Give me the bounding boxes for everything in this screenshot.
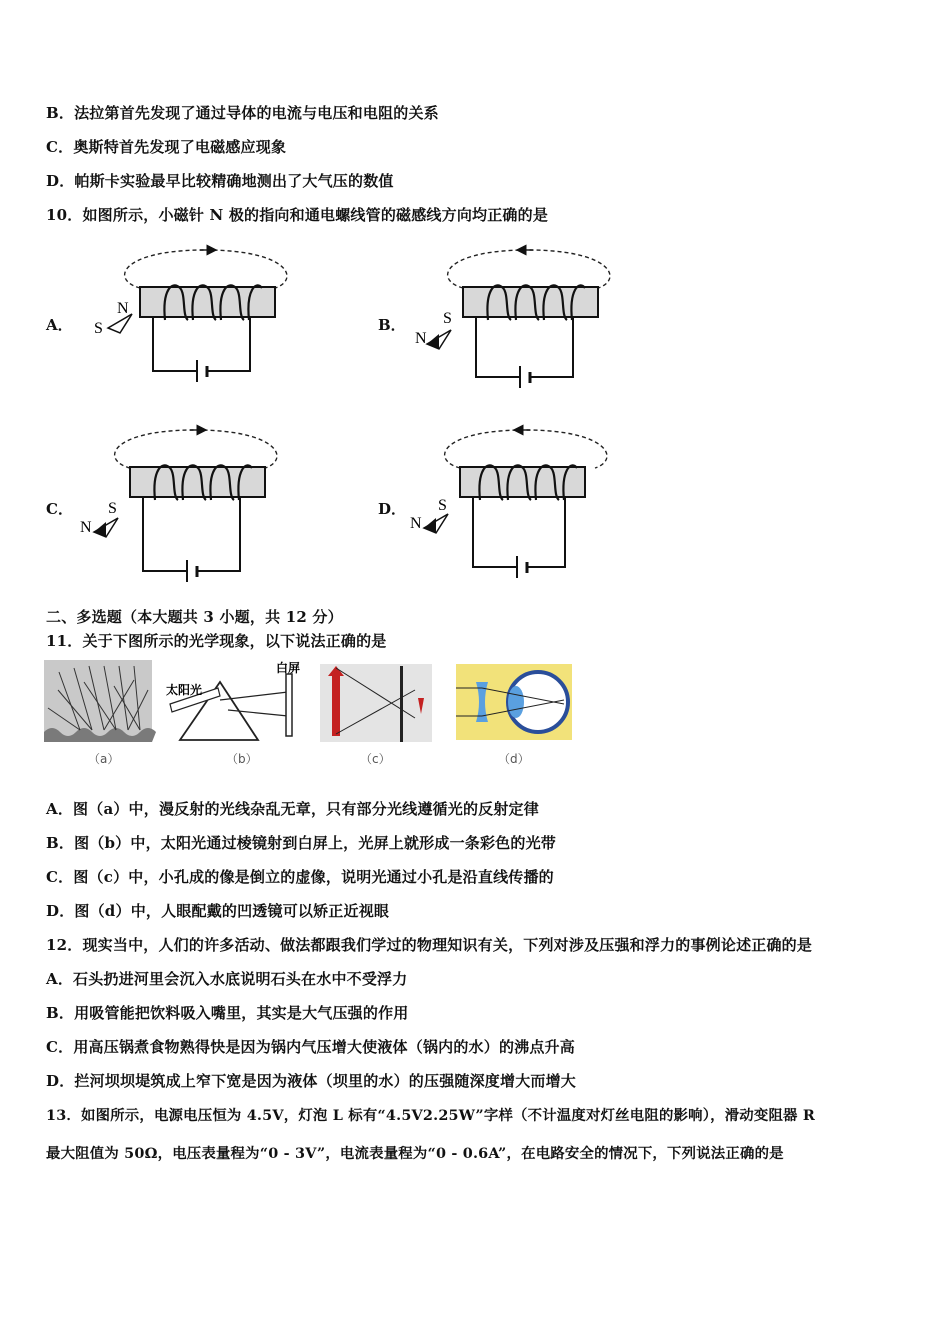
q10-stem: 10．如图所示，小磁针 N 极的指向和通电螺线管的磁感线方向均正确的是 — [46, 206, 549, 224]
section-heading: 二、多选题（本大题共 3 小题，共 12 分） — [46, 608, 343, 626]
q11-option-b: B．图（b）中，太阳光通过棱镜射到白屏上，光屏上就形成一条彩色的光带 — [46, 834, 556, 852]
q12-option-d: D．拦河坝坝堤筑成上窄下宽是因为液体（坝里的水）的压强随深度增大而增大 — [46, 1072, 577, 1090]
q11-figure-b — [166, 660, 300, 740]
q9-option-c: C．奥斯特首先发现了电磁感应现象 — [46, 138, 287, 156]
q10-option-b-figure — [415, 250, 610, 388]
q10-c-top-pole: S — [108, 500, 117, 517]
q10-option-b-label: B． — [378, 316, 406, 334]
q10-b-top-pole: S — [443, 310, 452, 327]
q11-caption-b: （b） — [226, 752, 258, 766]
q11-caption-a: （a） — [88, 752, 120, 766]
q10-option-d-figure — [410, 430, 607, 578]
q11-figures — [44, 660, 584, 750]
q11-screen-label: 白屏 — [276, 661, 301, 675]
q13-stem-line2: 最大阻值为 50Ω，电压表量程为“0 - 3V”，电流表量程为“0 - 0.6A”，在电路安全的情况下，下列说法正确的是 — [46, 1145, 784, 1162]
q11-caption-c: （c） — [360, 752, 391, 766]
q11-option-c: C．图（c）中，小孔成的像是倒立的虚像，说明光通过小孔是沿直线传播的 — [46, 868, 554, 886]
q10-a-bottom-pole: S — [94, 320, 103, 337]
q11-sunlight-label: 太阳光 — [166, 683, 203, 697]
q10-d-top-pole: S — [438, 497, 447, 514]
q10-c-bottom-pole: N — [80, 519, 92, 536]
q9-option-d: D．帕斯卡实验最早比较精确地测出了大气压的数值 — [46, 172, 394, 190]
q10-option-a-label: A． — [46, 316, 73, 334]
q11-figure-c — [320, 664, 432, 742]
q11-figure-a — [44, 660, 156, 742]
q10-option-c-label: C． — [46, 500, 73, 518]
q12-option-b: B．用吸管能把饮料吸入嘴里，其实是大气压强的作用 — [46, 1004, 409, 1022]
q10-option-d-label: D． — [378, 500, 407, 518]
q10-option-a-figure — [94, 250, 287, 382]
q11-caption-d: （d） — [498, 752, 530, 766]
q12-option-c: C．用高压锅煮食物熟得快是因为锅内气压增大使液体（锅内的水）的沸点升高 — [46, 1038, 575, 1056]
q10-option-c-figure — [80, 430, 277, 582]
q9-option-b: B．法拉第首先发现了通过导体的电流与电压和电阻的关系 — [46, 104, 439, 122]
q12-stem: 12．现实当中，人们的许多活动、做法都跟我们学过的物理知识有关，下列对涉及压强和浮力的事例论述正确的是 — [46, 936, 813, 954]
q10-b-bottom-pole: N — [415, 330, 427, 347]
q10-d-bottom-pole: N — [410, 515, 422, 532]
q12-option-a: A．石头扔进河里会沉入水底说明石头在水中不受浮力 — [46, 970, 408, 988]
q11-figure-d — [456, 664, 572, 740]
q11-option-a: A．图（a）中，漫反射的光线杂乱无章，只有部分光线遵循光的反射定律 — [46, 800, 539, 818]
q10-a-top-pole: N — [117, 300, 129, 317]
q10-figures — [0, 230, 950, 590]
q11-option-d: D．图（d）中，人眼配戴的凹透镜可以矫正近视眼 — [46, 902, 390, 920]
q13-stem-line1: 13．如图所示，电源电压恒为 4.5V，灯泡 L 标有“4.5V2.25W”字样（不计温度对灯丝电阻的影响），滑动变阻器 R — [46, 1107, 816, 1124]
q11-stem: 11．关于下图所示的光学现象，以下说法正确的是 — [46, 632, 387, 650]
